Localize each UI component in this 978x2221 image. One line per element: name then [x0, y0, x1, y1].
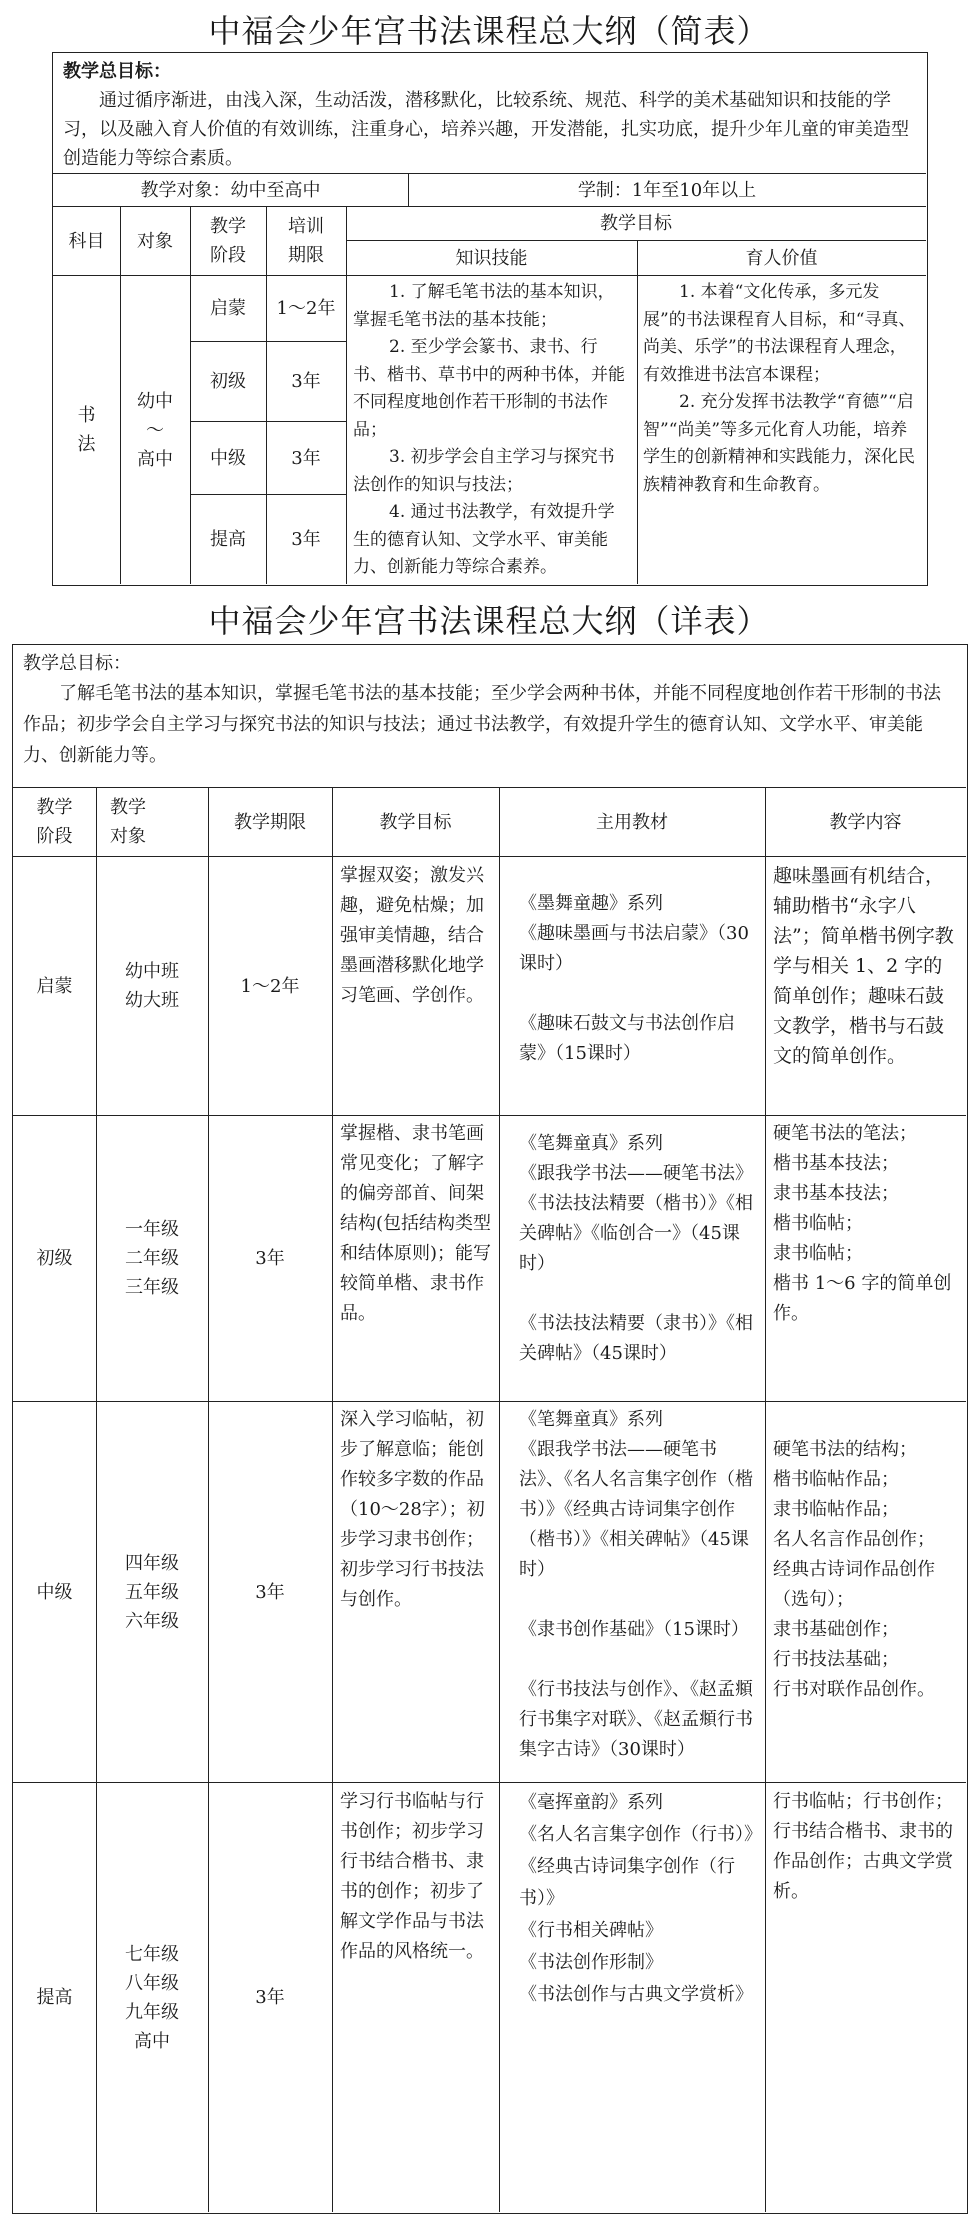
table1-header-audience: 对象: [137, 230, 173, 252]
table1: [52, 52, 928, 586]
table2-row-period: 3年: [255, 1581, 285, 1603]
table1-goal-label: 教学总目标：: [63, 61, 171, 82]
table2-header-period: 教学期限: [234, 811, 306, 833]
table2-row-audience: 一年级 二年级 三年级: [125, 1219, 179, 1298]
table1-period: 3年: [291, 529, 321, 550]
table1-header-period: 培训 期限: [288, 216, 324, 266]
table2-row-goals: 深入学习临帖，初步了解意临；能创作较多字数的作品（10～28字）；初步学习隶书创作；初步学习行书技法与创作。: [340, 1409, 485, 1610]
table1-period: 3年: [291, 447, 321, 469]
table2-goal: [23, 649, 957, 771]
table2-row-audience: 四年级 五年级 六年级: [125, 1552, 179, 1632]
table1-values-item: 2. 充分发挥书法教学“育德”“启智”“尚美”等多元化育人功能，培养学生的创新精神和实践能力，深化民族精神教育和生命教育。: [643, 392, 915, 495]
table1-header-knowledge: 知识技能: [455, 247, 528, 269]
table2-row-audience: 七年级 八年级 九年级 高中: [125, 1943, 179, 2052]
table2-goal-text: 了解毛笔书法的基本知识，掌握毛笔书法的基本技能；至少学会两种书体，并能不同程度地创作若干形制的书法作品；初步学会自主学习与探究书法的知识与技法；通过书法教学，有效提升学生的德育认知、文学水平、审美能力、创新能力等。: [23, 683, 941, 766]
table2-row-goals: 学习行书临帖与行书创作；初步学习行书结合楷书、隶书的创作；初步了解文学作品与书法作品的风格统一。: [340, 1791, 484, 1962]
table1-header-goals: 教学目标: [600, 213, 672, 234]
table2-row-content: 硬笔书法的结构； 楷书临帖作品； 隶书临帖作品； 名人名言作品创作； 经典古诗词作品创作（选句）； 隶书基础创作； 行书技法基础； 行书对联作品创作。: [773, 1439, 935, 1700]
table2-row-period: 3年: [255, 1987, 285, 2008]
table2-row-goals: 掌握双姿；激发兴趣，避免枯燥；加强审美情趣，结合墨画潜移默化地学习笔画、学创作。: [340, 865, 484, 1006]
table2-row-stage: 启蒙: [36, 975, 73, 997]
table1-header-values: 育人价值: [745, 247, 818, 269]
table1-header-stage: 教学 阶段: [210, 216, 246, 266]
table2-title: 中福会少年宫书法课程总大纲（详表）: [208, 602, 770, 640]
table1-goal-text: 通过循序渐进，由浅入深，生动活泼，潜移默化，比较系统、规范、科学的美术基础知识和技能的学习，以及融入育人价值的有效训练，注重身心，培养兴趣，开发潜能，扎实功底，提升少年儿童的审美造型创造能力等综合素质。: [63, 90, 909, 169]
table2-row-stage: 提高: [36, 1987, 73, 2008]
table1-knowledge: [353, 279, 631, 582]
table2-row-period: 1～2年: [240, 975, 300, 997]
table1-knowledge-item: 3. 初步学会自主学习与探究书法创作的知识与技法；: [353, 447, 615, 495]
table2: [12, 644, 968, 2214]
table2-row-goals: 掌握楷、隶书笔画常见变化；了解字的偏旁部首、间架结构(包括结构类型和结体原则)；能写较简单楷、隶书作品。: [340, 1123, 492, 1324]
table2-row-content: 硬笔书法的笔法； 楷书基本技法； 隶书基本技法； 楷书临帖； 隶书临帖； 楷书 1～6 字的简单创作。: [773, 1123, 952, 1324]
table2-header-content: 教学内容: [829, 811, 902, 833]
table1-header-subject: 科目: [68, 230, 105, 252]
table2-header-goals: 教学目标: [379, 811, 452, 833]
table1-knowledge-item: 4. 通过书法教学，有效提升学生的德育认知、文学水平、审美能力、创新能力等综合素养。: [353, 502, 615, 577]
table2-row-audience: 幼中班 幼大班: [125, 961, 179, 1011]
table1-values-item: 1. 本着“文化传承，多元发展”的书法课程育人目标，和“寻真、尚美、乐学”的书法课程育人理念，有效推进书法宫本课程；: [643, 282, 916, 385]
table2-goal-label: 教学总目标：: [23, 653, 131, 674]
table2-row-materials: 《笔舞童真》系列 《跟我学书法——硬笔书法》、《名人名言集字创作（楷书）》《经典古诗词集字创作（楷书）》《相关碑帖》（45课时） 《隶书创作基础》（15课时） 《行书技法与创作》、《赵孟頫行书集字对联》、《赵孟頫行书集字古诗》（30课时）: [519, 1409, 753, 1760]
table1-audience: 教学对象：幼中至高中: [140, 179, 321, 201]
table1-knowledge-item: 1. 了解毛笔书法的基本知识，掌握毛笔书法的基本技能；: [353, 282, 615, 330]
table1-stage: 中级: [210, 447, 246, 469]
table1-goal: [63, 57, 915, 173]
table2-header-materials: 主用教材: [596, 811, 668, 833]
table1-knowledge-item: 2. 至少学会篆书、隶书、行书、楷书、草书中的两种书体，并能不同程度地创作若干形制的书法作品；: [353, 337, 625, 440]
table2-row-content: 行书临帖；行书创作；行书结合楷书、隶书的作品创作；古典文学赏析。: [773, 1791, 953, 1902]
table2-row-materials: 《墨舞童趣》系列 《趣味墨画与书法启蒙》（30课时） 《趣味石鼓文与书法创作启蒙》（15课时）: [519, 893, 749, 1064]
table1-subject: 书 法: [77, 405, 96, 455]
table1-stage: 初级: [210, 371, 246, 392]
table1-period: 3年: [291, 371, 321, 392]
table2-row-stage: 中级: [36, 1581, 73, 1603]
table2-row-period: 3年: [255, 1248, 285, 1269]
table1-period: 1～2年: [276, 298, 336, 319]
table1-values: [643, 279, 919, 499]
table2-header-stage: 教学 阶段: [36, 797, 73, 847]
table1-stage: 启蒙: [210, 298, 246, 319]
table1-duration: 学制：1年至10年以上: [577, 179, 757, 201]
table2-row-materials: 《毫挥童韵》系列 《名人名言集字创作（行书）》《经典古诗词集字创作（行书）》 《行书相关碑帖》 《书法创作形制》 《书法创作与古典文学赏析》: [519, 1792, 753, 2005]
table1-title: 中福会少年宫书法课程总大纲（简表）: [208, 12, 770, 50]
table2-row-stage: 初级: [36, 1248, 73, 1269]
table1-stage: 提高: [210, 529, 246, 550]
table2-row-content: 趣味墨画有机结合，辅助楷书“永字八法”；简单楷书例字教学与相关 1、2 字的简单创作；趣味石鼓文教学，楷书与石鼓文的简单创作。: [773, 865, 954, 1067]
table1-audience-cell: 幼中 ～ 高中: [137, 390, 173, 470]
table2-row-materials: 《笔舞童真》系列 《跟我学书法——硬笔书法》《书法技法精要（楷书）》《相关碑帖》《临创合一》（45课时） 《书法技法精要（隶书）》《相关碑帖》（45课时）: [519, 1133, 753, 1364]
table2-header-audience: 教学 对象: [110, 797, 146, 847]
